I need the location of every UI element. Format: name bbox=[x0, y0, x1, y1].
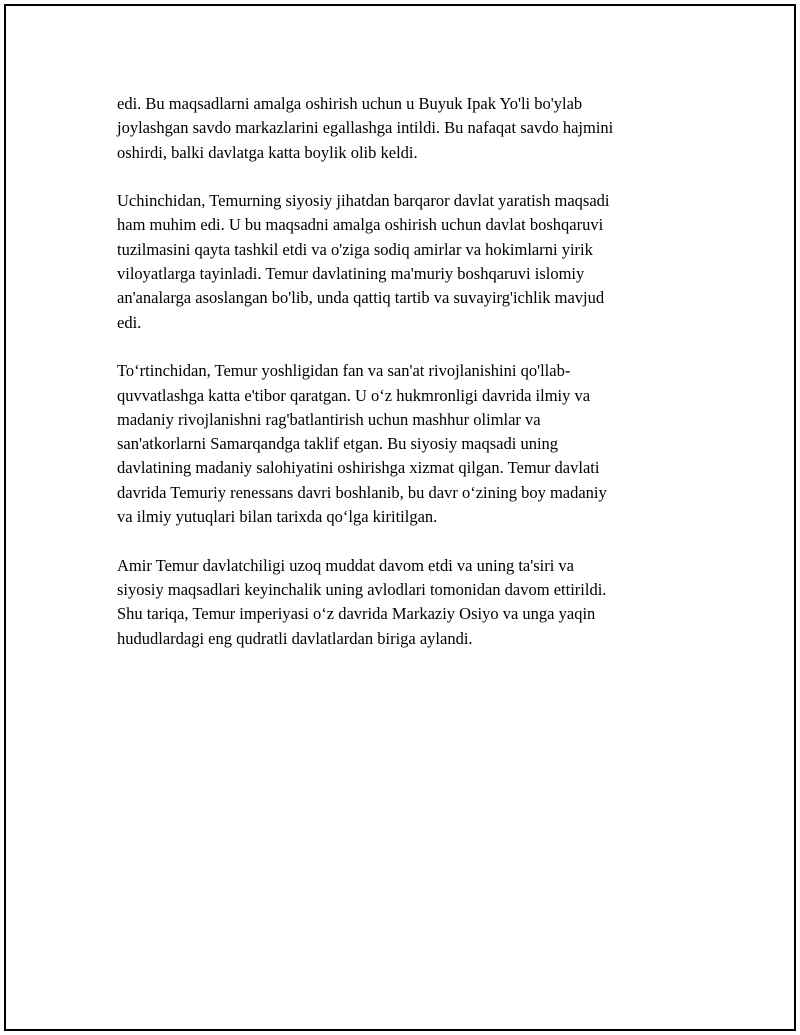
paragraph-1: edi. Bu maqsadlarni amalga oshirish uchun u Buyuk Ipak Yo'li bo'ylab joylashgan savdo markazlarini egallashga intildi. Bu nafaqat savdo hajmini oshirdi, balki davlatga katta boylik olib keldi. bbox=[117, 94, 614, 162]
paragraph-2: Uchinchidan, Temurning siyosiy jihatdan barqaror davlat yaratish maqsadi ham muhim edi. U bu maqsadni amalga oshirish uchun davlat boshqaruvi tuzilmasini qayta tashkil etdi va o'ziga sodiq amirlar va hokimlarni yirik viloyatlarga tayinladi. Temur davlatining ma'muriy boshqaruvi islomiy an'analarga asoslangan bo'lib, unda qattiq tartib va suvayirg'ichlik mavjud edi. bbox=[117, 191, 610, 332]
paragraph-3: To‘rtinchidan, Temur yoshligidan fan va san'at rivojlanishini qo'llab- quvvatlashga katta e'tibor qaratgan. U o‘z hukmronligi davrida ilmiy va madaniy rivojlanishni rag'batlantirish uchun mashhur olimlar va san'atkorlarni Samarqandga taklif etgan. Bu siyosiy maqsadi uning davlatining madaniy salohiyatini oshirishga xizmat qilgan. Temur davlati davrida Temuriy renessans davri boshlanib, bu davr o‘zining boy madaniy va ilmiy yutuqlari bilan tarixda qo‘lga kiritilgan. bbox=[117, 361, 607, 527]
document-body bbox=[117, 92, 683, 675]
paragraph-4: Amir Temur davlatchiligi uzoq muddat davom etdi va uning ta'siri va siyosiy maqsadlari keyinchalik uning avlodlari tomonidan davom ettirildi. Shu tariqa, Temur imperiyasi o‘z davrida Markaziy Osiyo va unga yaqin hududlardagi eng qudratli davlatlardan biriga aylandi. bbox=[117, 555, 607, 648]
